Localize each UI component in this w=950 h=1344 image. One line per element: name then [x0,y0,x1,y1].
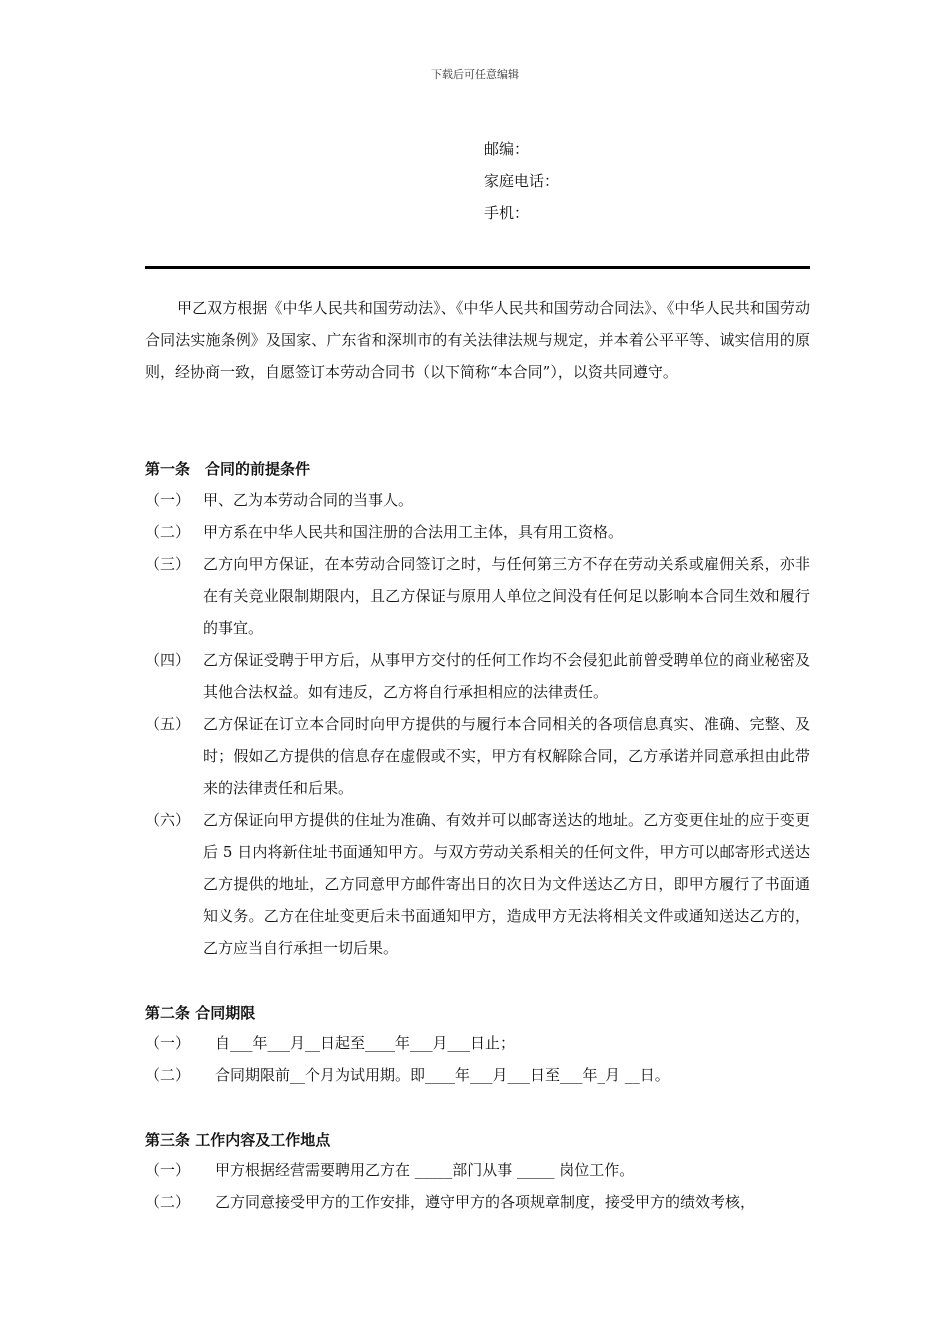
article-1-clause-6 [145,804,810,964]
clause-text: 合同期限前__个月为试用期。即____年___月___日至___年_月 __日。 [215,1066,670,1084]
clause-text: 乙方向甲方保证，在本劳动合同签订之时，与任何第三方不存在劳动关系或雇佣关系，亦非在有关竞业限制期限内，且乙方保证与原用人单位之间没有任何足以影响本合同生效和履行的事宜。 [203,555,810,637]
clause-number: （二） [145,1066,191,1084]
clause-text: 乙方保证受聘于甲方后，从事甲方交付的任何工作均不会侵犯此前曾受聘单位的商业秘密及其他合法权益。如有违反，乙方将自行承担相应的法律责任。 [203,651,810,701]
article-3-clause-1 [145,1154,810,1186]
clause-number: （五） [145,715,191,733]
clause-number: （六） [145,811,191,829]
home-phone-label: 家庭电话： [484,172,560,190]
clause-number: （二） [145,1193,191,1211]
article-3-title: 第三条 工作内容及工作地点 [145,1131,331,1149]
article-1-title: 第一条 合同的前提条件 [145,460,311,478]
article-2-title: 第二条 合同期限 [145,1004,256,1022]
clause-number: （一） [145,491,191,509]
clause-text: 乙方保证在订立本合同时向甲方提供的与履行本合同相关的各项信息真实、准确、完整、及时；假如乙方提供的信息存在虚假或不实，甲方有权解除合同，乙方承诺并同意承担由此带来的法律责任和后果。 [203,715,810,797]
article-3-clause-2 [145,1186,810,1218]
clause-number: （三） [145,555,191,573]
clause-text: 乙方保证向甲方提供的住址为准确、有效并可以邮寄送达的地址。乙方变更住址的应于变更后 5 日内将新住址书面通知甲方。与双方劳动关系相关的任何文件，甲方可以邮寄形式送达乙方提供的地址，乙方同意甲方邮件寄出日的次日为文件送达乙方日，即甲方履行了书面通知义务。乙方在住址变更后未书面通知甲方，造成甲方无法将相关文件或通知送达乙方的，乙方应当自行承担一切后果。 [203,811,810,957]
header-note: 下载后可任意编辑 [431,68,519,81]
clause-text: 甲方根据经营需要聘用乙方在 _____部门从事 _____ 岗位工作。 [215,1161,635,1179]
clause-text: 自___年___月__日起至____年___月___日止； [215,1034,516,1052]
article-1-clause-1 [145,484,810,516]
article-1-clause-3 [145,548,810,644]
clause-text: 乙方同意接受甲方的工作安排，遵守甲方的各项规章制度，接受甲方的绩效考核， [215,1193,756,1211]
clause-number: （四） [145,651,191,669]
article-2-clause-2 [145,1059,810,1091]
intro-paragraph: 甲乙双方根据《中华人民共和国劳动法》、《中华人民共和国劳动合同法》、《中华人民共和国劳动合同法实施条例》及国家、广东省和深圳市的有关法律法规与规定，并本着公平平等、诚实信用的原则，经协商一致，自愿签订本劳动合同书（以下简称“本合同”），以资共同遵守。 [145,299,810,381]
divider-rule [145,266,810,269]
article-2-clause-1 [145,1027,810,1059]
postcode-label: 邮编： [484,140,530,158]
article-1-clause-5 [145,708,810,804]
clause-text: 甲、乙为本劳动合同的当事人。 [203,491,414,509]
mobile-label: 手机： [484,204,530,222]
clause-number: （二） [145,523,191,541]
article-1-clause-2 [145,516,810,548]
clause-number: （一） [145,1034,191,1052]
clause-number: （一） [145,1161,191,1179]
article-1-clause-4 [145,644,810,708]
clause-text: 甲方系在中华人民共和国注册的合法用工主体，具有用工资格。 [203,523,624,541]
